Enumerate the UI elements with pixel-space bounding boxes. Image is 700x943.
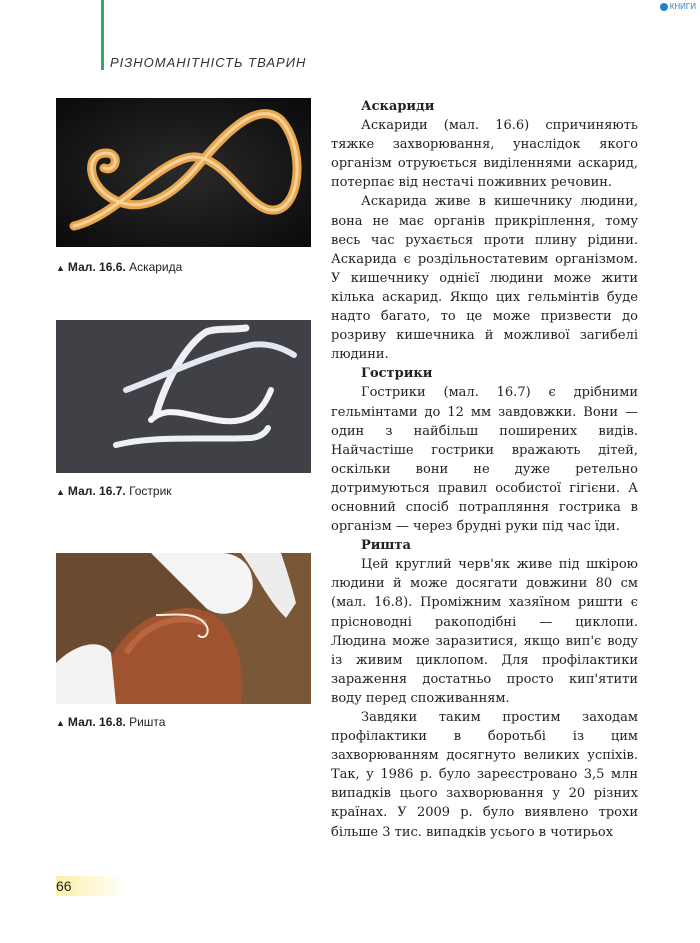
logo-text: КНИГИ (669, 2, 696, 11)
pinworm-photo (56, 320, 311, 473)
header-accent-bar (101, 0, 104, 70)
publisher-logo (660, 2, 696, 11)
section-title: РІЗНОМАНІТНІСТЬ ТВАРИН (110, 55, 307, 70)
guinea-worm-photo (56, 553, 311, 704)
paragraph: Аскарида живе в кишечнику людини, вона не має органів прикріплення, тому весь час рухається проти плину рідини. Аскарида є роздільностатевим організмом. У кишечнику однієї людини може жити кілька аскарид. Якщо цих гельмінтів буде надто багато, то це може призвести до розриву кишечника й можливої загибелі людини. (331, 194, 638, 363)
main-text (331, 97, 638, 842)
heading-pinworms: Гострики (361, 366, 433, 382)
heading-ascarids: Аскариди (361, 99, 435, 114)
figure-caption: ▲ Мал. 16.6. Аскарида (56, 260, 183, 274)
paragraph: Завдяки таким простим заходам профілактики в боротьбі із цим захворюванням досягнуто великих успіхів. Так, у 1986 р. було зареєстровано 3,5 млн випадків цього захворювання у 20 різних країнах. У 2009 р. було виявлено трохи більше 3 тис. випадків усього в чотирьох (331, 710, 638, 840)
caption-marker-icon: ▲ (56, 718, 65, 728)
paragraph: Гострики (мал. 16.7) є дрібними гельмінтами до 12 мм завдовжки. Вони — один з найбільш поширених видів. Найчастіше гострики вражають дітей, оскільки вони не дуже ретельно дотримуються правил особистої гігієни. А основний спосіб потрапляння гострика в організм — через брудні руки під час їди. (331, 385, 638, 535)
ascaris-photo (56, 98, 311, 247)
caption-marker-icon: ▲ (56, 487, 65, 497)
caption-marker-icon: ▲ (56, 263, 65, 273)
logo-icon (660, 3, 668, 11)
heading-rishta: Ришта (361, 538, 411, 554)
paragraph: Цей круглий черв'як живе під шкірою людини й може досягати довжини 80 см (мал. 16.8). Проміжним хазяїном ришти є прісноводні ракоподібні — циклопи. Людина може заразитися, якщо вип'є воду із живим циклопом. Для профілактики зараження достатньо просто кип'ятити воду перед споживанням. (331, 557, 638, 706)
page-number: 66 (56, 876, 126, 896)
paragraph: Аскариди (мал. 16.6) спричиняють тяжке захворювання, унаслідок якого організм отруюється виділеннями аскарид, потерпає від нестачі поживних речовин. (331, 118, 638, 191)
figure-caption: ▲ Мал. 16.8. Ришта (56, 715, 166, 729)
figure-caption: ▲ Мал. 16.7. Гострик (56, 484, 172, 498)
